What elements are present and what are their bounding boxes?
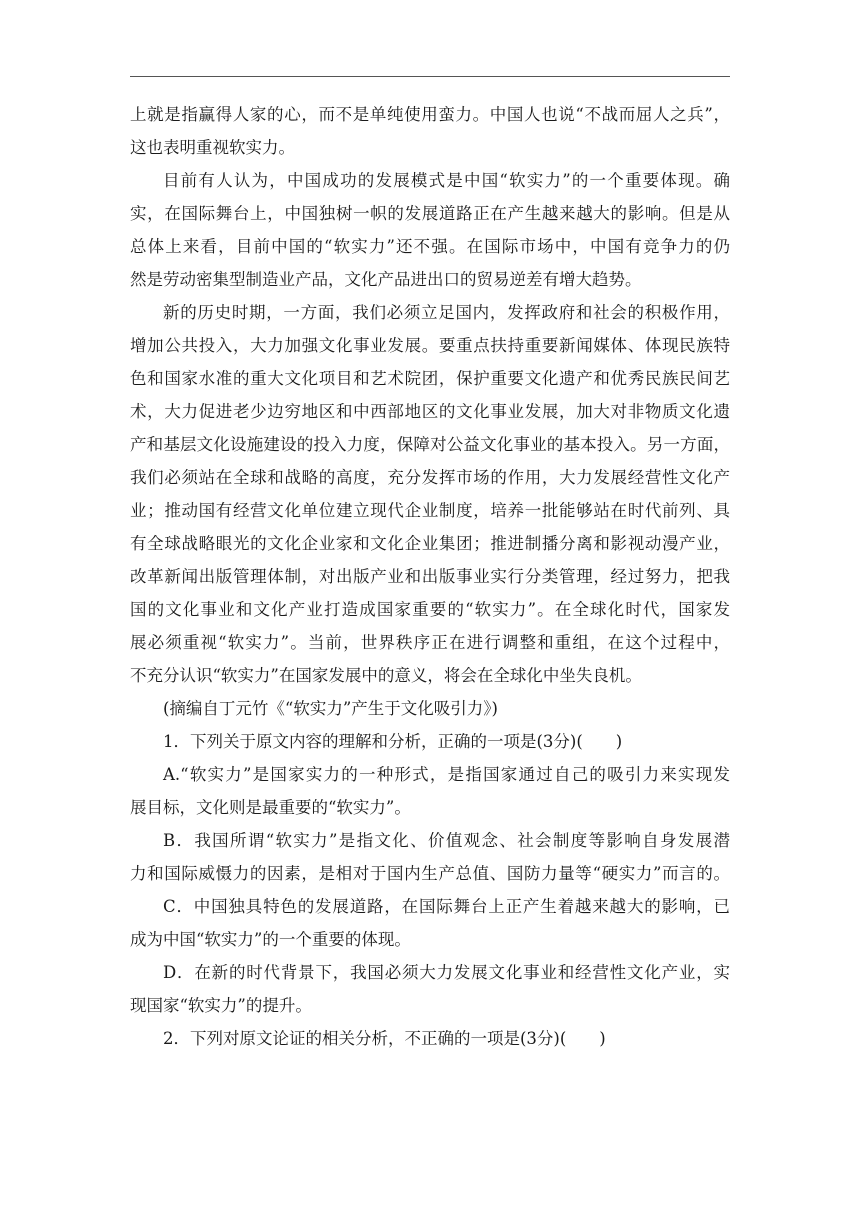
text-line: 术，大力促进老少边穷地区和中西部地区的文化事业发展，加大对非物质文化遗 [130,402,730,421]
question-1: 1．下列关于原文内容的理解和分析，正确的一项是(3分)( ) [163,732,623,751]
paragraph-start: 新的历史时期，一方面，我们必须立足国内，发挥政府和社会的积极作用， [163,303,730,322]
paragraph-start: 目前有人认为，中国成功的发展模式是中国“软实力”的一个重要体现。确 [163,171,730,190]
text-line: 不充分认识“软实力”在国家发展中的意义，将会在全球化中坐失良机。 [130,666,642,685]
option-a: A.“软实力”是国家实力的一种形式，是指国家通过自己的吸引力来实现发 [163,765,730,784]
option-a-cont: 展目标，文化则是最重要的“软实力”。 [130,798,411,817]
source-citation: (摘编自丁元竹《“软实力”产生于文化吸引力》) [163,699,498,718]
question-2: 2．下列对原文论证的相关分析，不正确的一项是(3分)( ) [163,1029,606,1048]
text-line: 国的文化事业和文化产业打造成国家重要的“软实力”。在全球化时代，国家发 [130,600,730,619]
document-body [130,98,730,1055]
option-c: C．中国独具特色的发展道路，在国际舞台上正产生着越来越大的影响，已 [163,897,730,916]
text-line: 增加公共投入，大力加强文化事业发展。要重点扶持重要新闻媒体、体现民族特 [130,336,730,355]
text-line: 上就是指赢得人家的心，而不是单纯使用蛮力。中国人也说“不战而屈人之兵”， [130,105,730,124]
text-line: 业；推动国有经营文化单位建立现代企业制度，培养一批能够站在时代前列、具 [130,501,730,520]
option-c-cont: 成为中国“软实力”的一个重要的体现。 [130,930,411,949]
header-rule [130,76,730,77]
option-d: D．在新的时代背景下，我国必须大力发展文化事业和经营性文化产业，实 [163,963,730,982]
text-line: 实，在国际舞台上，中国独树一帜的发展道路正在产生越来越大的影响。但是从 [130,204,730,223]
text-line: 有全球战略眼光的文化企业家和文化企业集团；推进制播分离和影视动漫产业， [130,534,730,553]
text-line: 我们必须站在全球和战略的高度，充分发挥市场的作用，大力发展经营性文化产 [130,468,730,487]
text-line: 总体上来看，目前中国的“软实力”还不强。在国际市场中，中国有竞争力的仍 [130,237,730,256]
text-line: 改革新闻出版管理体制，对出版产业和出版事业实行分类管理，经过努力，把我 [130,567,730,586]
text-line: 展必须重视“软实力”。当前，世界秩序正在进行调整和重组，在这个过程中， [130,633,730,652]
text-line: 色和国家水准的重大文化项目和艺术院团，保护重要文化遗产和优秀民族民间艺 [130,369,730,388]
text-line: 产和基层文化设施建设的投入力度，保障对公益文化事业的基本投入。另一方面， [130,435,730,454]
text-line: 这也表明重视软实力。 [130,138,295,157]
text-line: 然是劳动密集型制造业产品，文化产品进出口的贸易逆差有增大趋势。 [130,270,642,289]
option-b-cont: 力和国际威慑力的因素，是相对于国内生产总值、国防力量等“硬实力”而言的。 [130,864,730,883]
option-d-cont: 现国家“软实力”的提升。 [130,996,312,1015]
option-b: B．我国所谓“软实力”是指文化、价值观念、社会制度等影响自身发展潜 [163,831,730,850]
